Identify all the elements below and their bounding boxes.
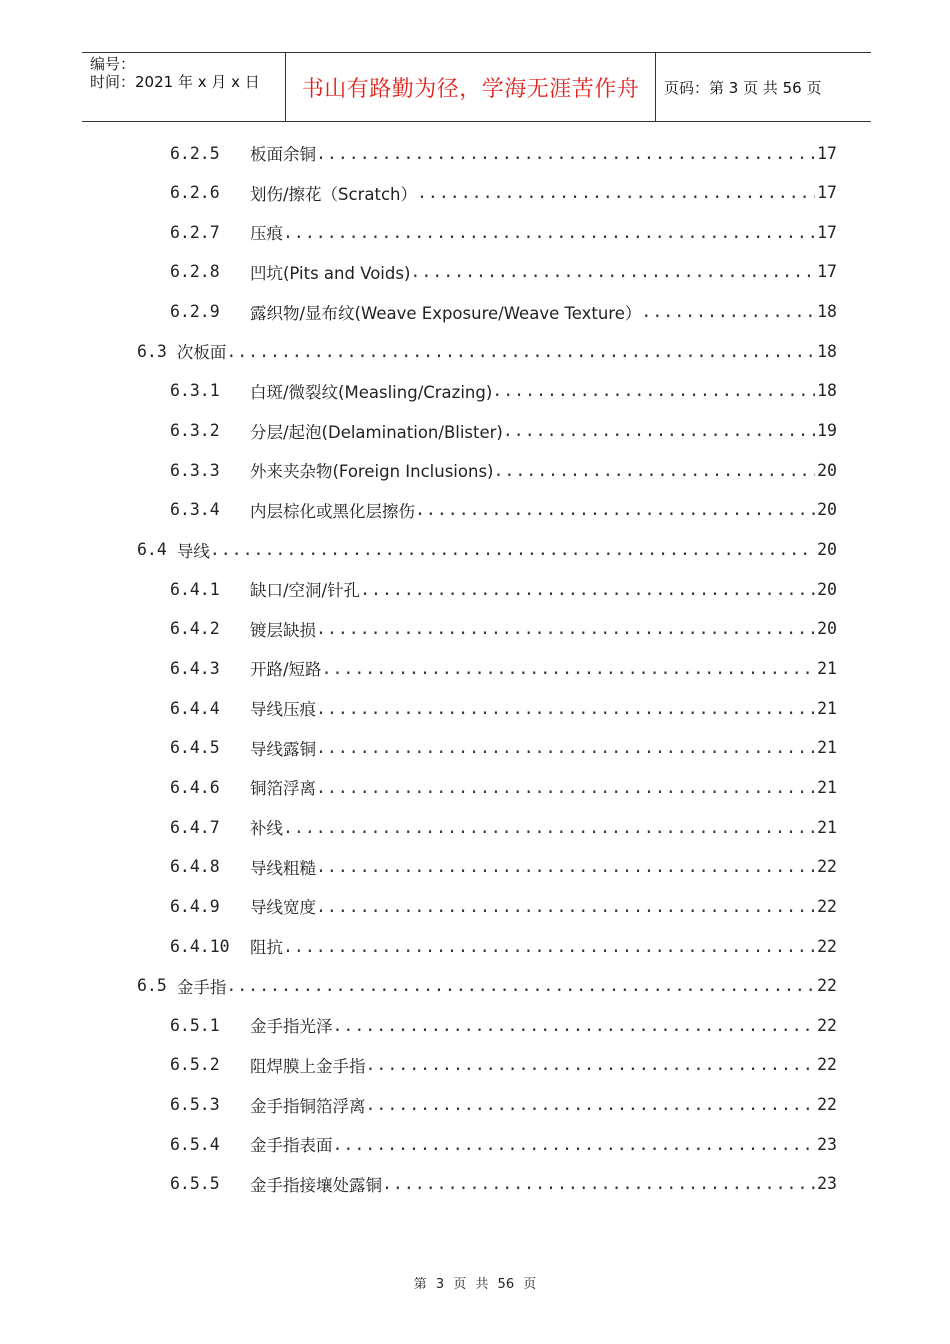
toc-section-number: 6.3.3 bbox=[170, 460, 220, 480]
document-number-label: 编号： bbox=[90, 55, 136, 73]
toc-section-title: 凹坑(Pits and Voids) bbox=[250, 263, 411, 283]
toc-section-title: 露织物/显布纹(Weave Exposure/Weave Texture） bbox=[250, 303, 642, 323]
toc-section-number: 6.2.8 bbox=[170, 262, 220, 282]
toc-leader-dots bbox=[210, 540, 815, 559]
toc-page-number: 20 bbox=[817, 579, 837, 599]
toc-page-number: 22 bbox=[817, 857, 837, 877]
toc-section-title: 金手指 bbox=[176, 977, 227, 997]
toc-entry[interactable] bbox=[170, 572, 837, 606]
toc-section-title: 镀层缺损 bbox=[250, 620, 316, 640]
toc-leader-dots bbox=[410, 262, 815, 281]
toc-section-number: 6.4.6 bbox=[170, 777, 220, 797]
toc-page-number: 22 bbox=[817, 976, 837, 996]
toc-entry[interactable] bbox=[137, 969, 837, 1003]
toc-leader-dots bbox=[366, 1095, 816, 1114]
toc-section-number: 6.3 bbox=[137, 341, 167, 361]
toc-entry[interactable] bbox=[170, 850, 837, 884]
toc-leader-dots bbox=[283, 937, 815, 956]
toc-section-number: 6.3.4 bbox=[170, 500, 220, 520]
toc-leader-dots bbox=[316, 857, 815, 876]
toc-section-number: 6.4.1 bbox=[170, 579, 220, 599]
toc-entry[interactable] bbox=[137, 533, 837, 567]
toc-page-number: 20 bbox=[817, 460, 837, 480]
toc-page-number: 20 bbox=[817, 540, 837, 559]
toc-section-number: 6.4.10 bbox=[170, 936, 230, 956]
toc-page-number: 23 bbox=[817, 1134, 837, 1154]
toc-leader-dots bbox=[283, 818, 815, 837]
toc-section-title: 金手指光泽 bbox=[250, 1017, 333, 1037]
toc-entry[interactable] bbox=[170, 414, 837, 448]
toc-section-number: 6.2.7 bbox=[170, 222, 220, 242]
toc-entry[interactable] bbox=[170, 691, 837, 725]
toc-leader-dots bbox=[493, 461, 815, 480]
toc-leader-dots bbox=[316, 619, 815, 638]
toc-leader-dots bbox=[492, 381, 815, 400]
toc-section-title: 金手指接壤处露铜 bbox=[250, 1175, 382, 1195]
toc-section-number: 6.5.5 bbox=[170, 1174, 220, 1194]
header-divider bbox=[655, 53, 656, 121]
toc-leader-dots bbox=[316, 778, 815, 797]
toc-page-number: 22 bbox=[817, 1015, 837, 1035]
toc-entry[interactable] bbox=[170, 176, 837, 210]
toc-section-number: 6.5.4 bbox=[170, 1134, 220, 1154]
toc-entry[interactable] bbox=[170, 295, 837, 329]
toc-entry[interactable] bbox=[170, 929, 837, 963]
toc-section-number: 6.5.2 bbox=[170, 1055, 220, 1075]
toc-leader-dots bbox=[415, 500, 815, 519]
toc-page-number: 18 bbox=[817, 381, 837, 401]
toc-entry[interactable] bbox=[170, 215, 837, 249]
toc-leader-dots bbox=[333, 1135, 816, 1154]
page-footer: 第 3 页 共 56 页 bbox=[413, 1277, 537, 1292]
toc-leader-dots bbox=[333, 1016, 816, 1035]
toc-entry[interactable] bbox=[137, 334, 837, 368]
toc-section-title: 白斑/微裂纹(Measling/Crazing) bbox=[250, 382, 493, 402]
toc-section-title: 板面余铜 bbox=[250, 145, 316, 164]
toc-section-title: 导线露铜 bbox=[250, 739, 316, 759]
toc-entry[interactable] bbox=[170, 1048, 837, 1082]
header-meta bbox=[90, 53, 280, 121]
toc-section-number: 6.2.5 bbox=[170, 143, 220, 163]
toc-page-number: 21 bbox=[817, 698, 837, 718]
toc-section-title: 划伤/擦花（Scratch） bbox=[250, 184, 417, 204]
toc-leader-dots bbox=[366, 1055, 816, 1074]
document-time-label: 时间：2021 年 x 月 x 日 bbox=[90, 73, 260, 91]
toc-section-title: 分层/起泡(Delamination/Blister) bbox=[250, 422, 503, 442]
toc-entry[interactable] bbox=[170, 770, 837, 804]
toc-entry[interactable] bbox=[170, 136, 837, 170]
toc-leader-dots bbox=[316, 699, 815, 718]
toc-entry[interactable] bbox=[170, 612, 837, 646]
toc-leader-dots bbox=[226, 342, 815, 361]
toc-leader-dots bbox=[322, 659, 816, 678]
toc-section-number: 6.4.9 bbox=[170, 896, 220, 916]
toc-section-title: 阻焊膜上金手指 bbox=[250, 1056, 366, 1076]
toc-section-number: 6.2.9 bbox=[170, 302, 220, 322]
toc-section-title: 次板面 bbox=[176, 343, 227, 363]
toc-entry[interactable] bbox=[170, 651, 837, 685]
toc-leader-dots bbox=[316, 738, 815, 757]
toc-section-number: 6.4.5 bbox=[170, 738, 220, 758]
page-header bbox=[82, 52, 871, 122]
toc-section-title: 开路/短路 bbox=[250, 660, 322, 680]
header-page-info: 页码：第 3 页 共 56 页 bbox=[664, 78, 822, 97]
toc-section-number: 6.4.7 bbox=[170, 817, 220, 837]
toc-section-title: 阻抗 bbox=[250, 938, 283, 957]
toc-section-title: 铜箔浮离 bbox=[250, 779, 316, 799]
toc-page-number: 19 bbox=[817, 421, 837, 441]
toc-leader-dots bbox=[641, 302, 815, 321]
toc-section-number: 6.4.2 bbox=[170, 619, 220, 639]
toc-leader-dots bbox=[226, 976, 815, 995]
toc-section-number: 6.2.6 bbox=[170, 183, 220, 203]
toc-section-number: 6.4 bbox=[137, 540, 167, 559]
toc-section-title: 导线 bbox=[176, 541, 210, 561]
toc-page-number: 20 bbox=[817, 500, 837, 520]
toc-leader-dots bbox=[382, 1174, 815, 1193]
toc-section-title: 导线压痕 bbox=[250, 700, 316, 720]
toc-section-title: 导线粗糙 bbox=[250, 858, 316, 878]
toc-page-number: 23 bbox=[817, 1174, 837, 1194]
toc-page-number: 21 bbox=[817, 777, 837, 797]
toc-page-number: 21 bbox=[817, 658, 837, 678]
header-motto: 书山有路勤为径，学海无涯苦作舟 bbox=[301, 76, 640, 102]
toc-entry[interactable] bbox=[170, 1008, 837, 1042]
toc-section-number: 6.4.4 bbox=[170, 698, 220, 718]
toc-page-number: 18 bbox=[817, 341, 837, 361]
toc-leader-dots bbox=[283, 223, 815, 242]
toc-page-number: 21 bbox=[817, 817, 837, 837]
toc-entry[interactable] bbox=[170, 731, 837, 765]
toc-section-title: 外来夹杂物(Foreign Inclusions) bbox=[250, 462, 494, 482]
toc-page-number: 18 bbox=[817, 302, 837, 322]
toc-section-title: 金手指表面 bbox=[250, 1136, 333, 1156]
toc-entry[interactable] bbox=[170, 889, 837, 923]
toc-section-number: 6.5 bbox=[137, 976, 167, 996]
toc-entry[interactable] bbox=[170, 1088, 837, 1122]
toc-page-number: 21 bbox=[817, 738, 837, 758]
toc-entry[interactable] bbox=[170, 810, 837, 844]
toc-section-number: 6.5.3 bbox=[170, 1095, 220, 1115]
toc-page-number: 22 bbox=[817, 896, 837, 916]
toc-leader-dots bbox=[360, 580, 815, 599]
toc-page-number: 17 bbox=[817, 262, 837, 282]
toc-section-number: 6.3.1 bbox=[170, 381, 220, 401]
toc-entry[interactable] bbox=[170, 374, 837, 408]
toc-section-number: 6.4.8 bbox=[170, 857, 220, 877]
toc-section-number: 6.4.3 bbox=[170, 658, 220, 678]
toc-section-title: 金手指铜箔浮离 bbox=[250, 1096, 366, 1116]
toc-entry[interactable] bbox=[170, 1127, 837, 1161]
toc-page-number: 22 bbox=[817, 936, 837, 956]
toc-page-number: 22 bbox=[817, 1055, 837, 1075]
toc-section-title: 压痕 bbox=[250, 224, 283, 244]
toc-entry[interactable] bbox=[170, 1167, 837, 1201]
toc-leader-dots bbox=[316, 897, 815, 916]
toc-section-title: 补线 bbox=[250, 819, 283, 839]
toc-section-number: 6.3.2 bbox=[170, 421, 220, 441]
toc-entry[interactable] bbox=[170, 255, 837, 289]
toc-section-title: 导线宽度 bbox=[250, 898, 316, 918]
toc-section-title: 缺口/空洞/针孔 bbox=[250, 581, 361, 601]
toc-page-number: 17 bbox=[817, 143, 837, 163]
toc-leader-dots bbox=[417, 183, 815, 202]
toc-entry[interactable] bbox=[170, 453, 837, 487]
toc-section-number: 6.5.1 bbox=[170, 1015, 220, 1035]
toc-section-title: 内层棕化或黑化层擦伤 bbox=[250, 501, 415, 521]
toc-entry[interactable] bbox=[170, 493, 837, 527]
toc-page-number: 22 bbox=[817, 1095, 837, 1115]
toc-leader-dots bbox=[503, 421, 815, 440]
toc-page-number: 17 bbox=[817, 222, 837, 242]
toc-page-number: 20 bbox=[817, 619, 837, 639]
toc-page-number: 17 bbox=[817, 183, 837, 203]
toc-leader-dots bbox=[316, 144, 815, 163]
